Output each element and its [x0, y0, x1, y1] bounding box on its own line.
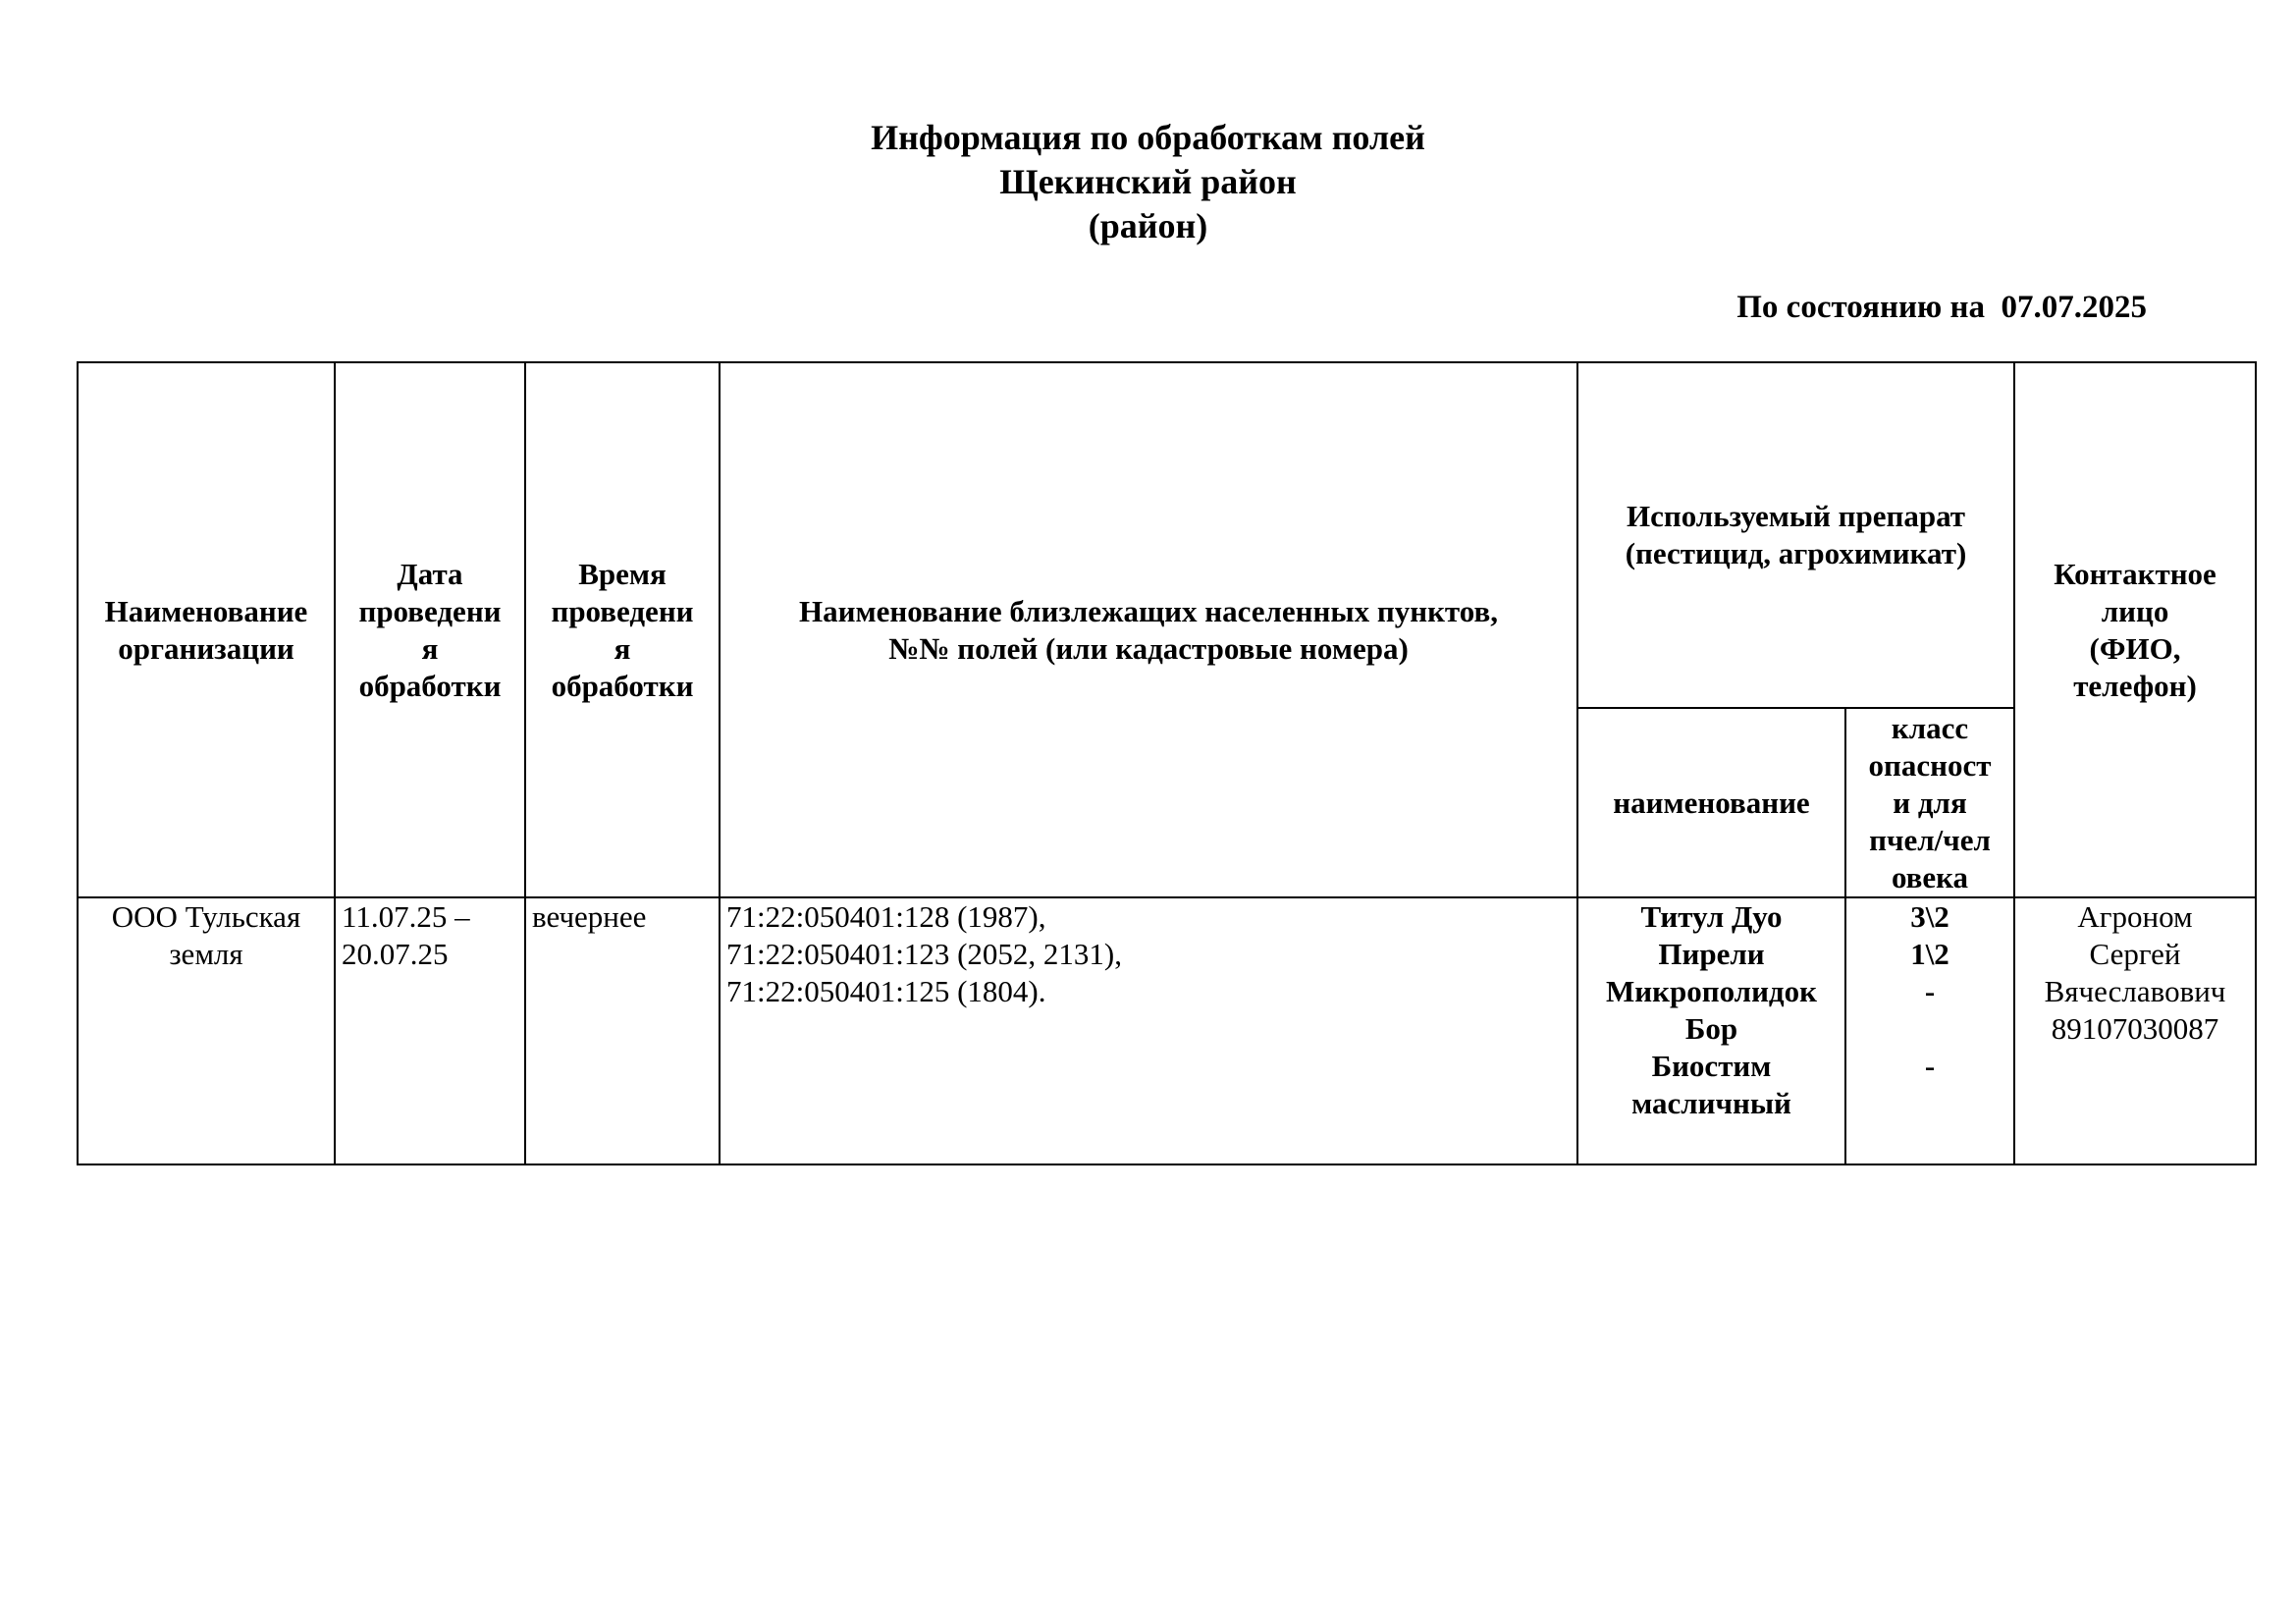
title-line-1: Информация по обработкам полей: [871, 118, 1425, 157]
header-product-group: Используемый препарат (пестицид, агрохимикат): [1577, 362, 2014, 708]
cell-contact: Агроном Сергей Вячеславович 89107030087: [2014, 897, 2256, 1164]
title-line-3: (район): [1088, 206, 1208, 245]
header-product-name: наименование: [1577, 708, 1845, 897]
cell-date: 11.07.25 – 20.07.25: [335, 897, 525, 1164]
header-contact: Контактное лицо (ФИО, телефон): [2014, 362, 2256, 897]
cell-locations: 71:22:050401:128 (1987), 71:22:050401:123 (2052, 2131), 71:22:050401:125 (1804).: [720, 897, 1577, 1164]
cell-hazard: 3\2 1\2 - -: [1845, 897, 2014, 1164]
treatment-table: [77, 361, 2257, 1165]
as-of-label: По состоянию на: [1736, 290, 1985, 325]
header-treatment-time: Время проведени я обработки: [525, 362, 720, 897]
title-line-2: Щекинский район: [999, 162, 1297, 201]
document-title: [0, 116, 2296, 248]
cell-organization: ООО Тульская земля: [78, 897, 335, 1164]
cell-time: вечернее: [525, 897, 720, 1164]
as-of-date: [1736, 288, 2147, 327]
cell-products: Титул Дуо Пирели Микрополидок Бор Биостим масличный: [1577, 897, 1845, 1164]
header-treatment-date: Дата проведени я обработки: [335, 362, 525, 897]
as-of-value: 07.07.2025: [2001, 290, 2147, 325]
header-hazard-class: класс опасност и для пчел/чел овека: [1845, 708, 2014, 897]
table-row: [78, 897, 2256, 1164]
header-organization: Наименование организации: [78, 362, 335, 897]
header-locations: Наименование близлежащих населенных пунктов, №№ полей (или кадастровые номера): [720, 362, 1577, 897]
